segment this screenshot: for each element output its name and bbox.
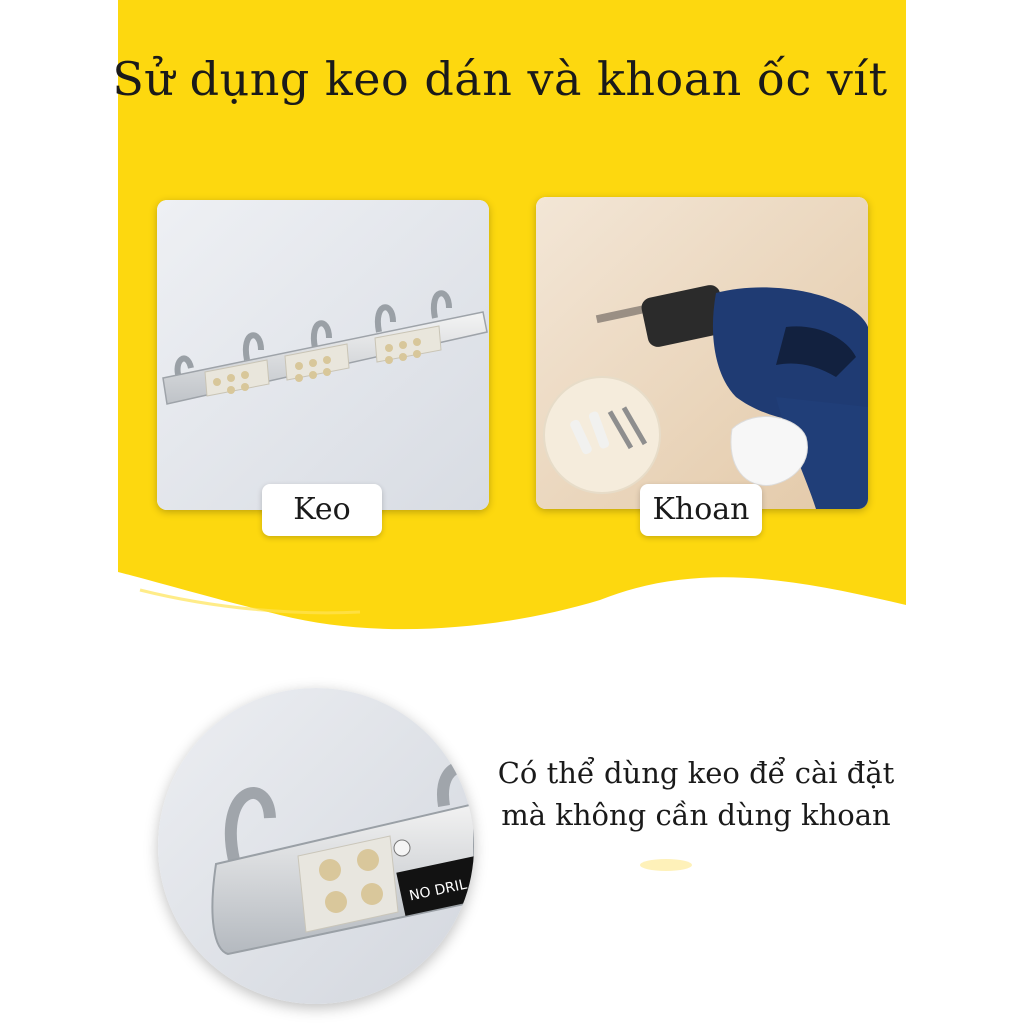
hook-rail-adhesive-image bbox=[157, 200, 489, 510]
drill-photo-card bbox=[536, 197, 868, 509]
no-drill-badge: NO DRIL bbox=[407, 876, 469, 905]
caption-line-1: Có thể dùng keo để cài đặt bbox=[497, 756, 895, 790]
hook-rail-closeup-image bbox=[158, 688, 474, 1004]
drill-label: Khoan bbox=[640, 484, 762, 536]
caption-line-2: mà không cần dùng khoan bbox=[501, 798, 891, 832]
adhesive-label: Keo bbox=[262, 484, 382, 536]
page-title: Sử dụng keo dán và khoan ốc vít bbox=[112, 52, 888, 106]
closeup-circle bbox=[158, 688, 474, 1004]
adhesive-photo-card bbox=[157, 200, 489, 510]
drill-image bbox=[536, 197, 868, 509]
caption bbox=[486, 752, 906, 836]
